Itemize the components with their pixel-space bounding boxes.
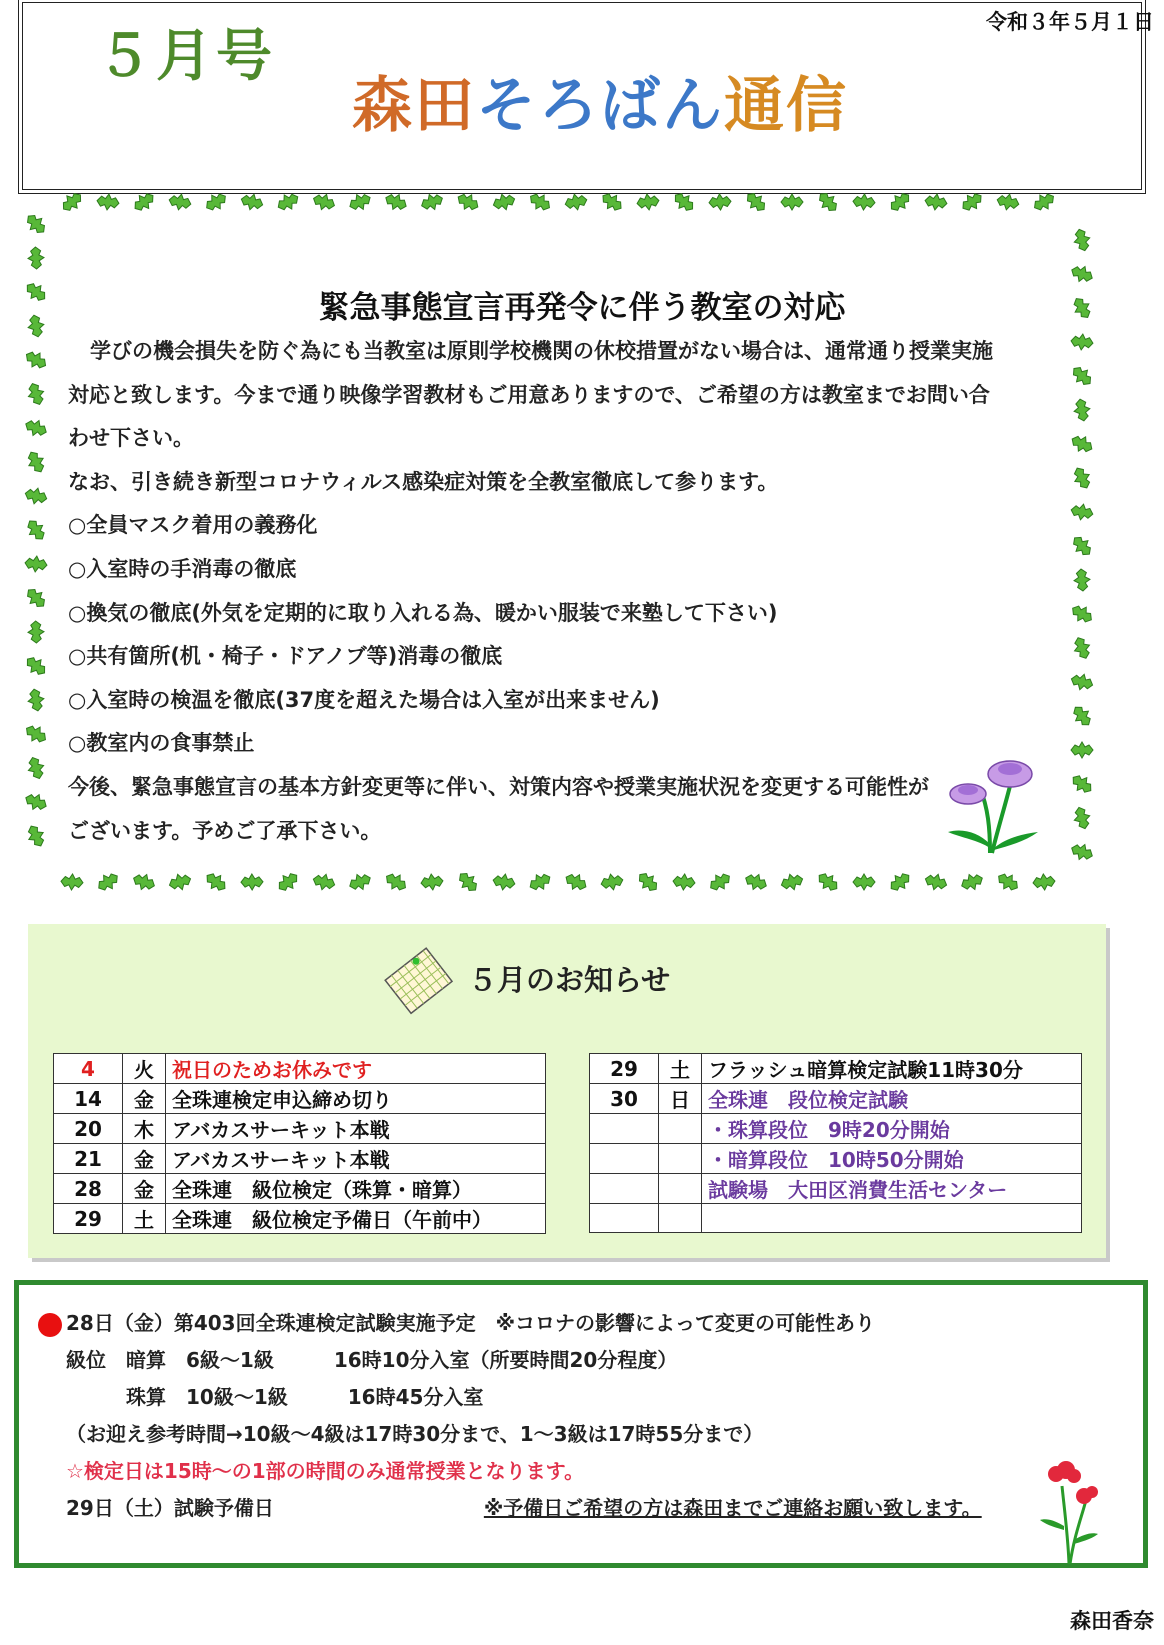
day-cell: 4 <box>54 1054 123 1084</box>
title-part-soroban: そろばん <box>476 71 724 141</box>
table-row <box>590 1054 1082 1084</box>
table-row <box>590 1114 1082 1144</box>
event-cell: アバカスサーキット本戦 <box>166 1144 546 1174</box>
title-part-tsushin: 通信 <box>724 71 848 141</box>
news-title: ５月のお知らせ <box>468 963 671 997</box>
issue-label: ５月号 <box>96 24 276 89</box>
day-cell <box>590 1114 659 1144</box>
notice-heading: 緊急事態宣言再発令に伴う教室の対応 <box>318 290 846 326</box>
notice-line: ございます。予めご了承下さい。 <box>68 818 382 843</box>
weekday-cell: 土 <box>123 1204 166 1234</box>
notice-line: ○全員マスク着用の義務化 <box>68 513 318 538</box>
table-row <box>54 1144 546 1174</box>
author-name: 森田香奈 <box>1070 1609 1154 1633</box>
day-cell: 29 <box>590 1054 659 1084</box>
day-cell: 28 <box>54 1174 123 1204</box>
notice-line: ○共有箇所(机・椅子・ドアノブ等)消毒の徹底 <box>68 644 503 669</box>
notice-line: 対応と致します。今まで通り映像学習教材もご用意ありますので、ご希望の方は教室までお問い合 <box>68 382 990 407</box>
day-cell: 30 <box>590 1084 659 1114</box>
title-part-morita: 森田 <box>352 71 476 141</box>
day-cell: 21 <box>54 1144 123 1174</box>
event-cell: ・暗算段位 10時50分開始 <box>702 1144 1082 1174</box>
table-row <box>54 1174 546 1204</box>
exam-line: 28日（金）第403回全珠連検定試験実施予定 ※コロナの影響によって変更の可能性あり <box>66 1311 876 1335</box>
weekday-cell: 火 <box>123 1054 166 1084</box>
weekday-cell: 金 <box>123 1174 166 1204</box>
exam-line-last <box>66 1490 1126 1527</box>
table-row <box>54 1114 546 1144</box>
event-cell: 全珠連 級位検定（珠算・暗算） <box>166 1174 546 1204</box>
day-cell <box>590 1144 659 1174</box>
weekday-cell: 金 <box>123 1084 166 1114</box>
weekday-cell: 日 <box>659 1084 702 1114</box>
weekday-cell: 金 <box>123 1144 166 1174</box>
day-cell: 29 <box>54 1204 123 1234</box>
reserve-day: 29日（土）試験予備日 <box>66 1496 274 1520</box>
table-row <box>54 1204 546 1234</box>
schedule-table-right <box>589 1053 1082 1233</box>
weekday-cell <box>659 1114 702 1144</box>
weekday-cell <box>659 1204 702 1233</box>
notice-line: 今後、緊急事態宣言の基本方針変更等に伴い、対策内容や授業実施状況を変更する可能性が <box>68 774 929 799</box>
event-cell: フラッシュ暗算検定試験11時30分 <box>702 1054 1082 1084</box>
event-cell: 祝日のためお休みです <box>166 1054 546 1084</box>
notice-line: ○教室内の食事禁止 <box>68 731 255 756</box>
purple-flower-icon <box>940 748 1050 858</box>
exam-line: 級位 暗算 6級～1級 16時10分入室（所要時間20分程度） <box>66 1348 678 1372</box>
table-row <box>590 1174 1082 1204</box>
calendar-icon <box>380 942 456 1018</box>
weekday-cell: 土 <box>659 1054 702 1084</box>
table-row <box>54 1084 546 1114</box>
exam-line: （お迎え参考時間→10級～4級は17時30分まで、1～3級は17時55分まで） <box>66 1422 764 1446</box>
event-cell: 全珠連 段位検定試験 <box>702 1084 1082 1114</box>
weekday-cell <box>659 1144 702 1174</box>
table-row <box>54 1054 546 1084</box>
exam-info-body <box>66 1305 1126 1527</box>
weekday-cell: 木 <box>123 1114 166 1144</box>
notice-line: わせ下さい。 <box>68 426 194 451</box>
event-cell: アバカスサーキット本戦 <box>166 1114 546 1144</box>
reserve-note: ※予備日ご希望の方は森田までご連絡お願い致します。 <box>483 1496 982 1520</box>
day-cell <box>590 1204 659 1233</box>
red-dot-icon <box>38 1313 62 1337</box>
table-row <box>590 1204 1082 1233</box>
newsletter-title <box>352 58 848 144</box>
table-row <box>590 1084 1082 1114</box>
event-cell <box>702 1204 1082 1233</box>
notice-line: 学びの機会損失を防ぐ為にも当教室は原則学校機関の休校措置がない場合は、通常通り授業実施 <box>90 339 993 363</box>
event-cell: ・珠算段位 9時20分開始 <box>702 1114 1082 1144</box>
event-cell: 全珠連 級位検定予備日（午前中） <box>166 1204 546 1234</box>
day-cell <box>590 1174 659 1204</box>
event-cell: 全珠連検定申込締め切り <box>166 1084 546 1114</box>
notice-line: ○入室時の検温を徹底(37度を超えた場合は入室が出来ません) <box>68 687 660 712</box>
event-cell: 試験場 大田区消費生活センター <box>702 1174 1082 1204</box>
day-cell: 20 <box>54 1114 123 1144</box>
exam-line: 珠算 10級～1級 16時45分入室 <box>66 1385 484 1409</box>
day-cell: 14 <box>54 1084 123 1114</box>
notice-line: ○換気の徹底(外気を定期的に取り入れる為、暖かい服装で来塾して下さい) <box>68 600 778 625</box>
carnation-icon <box>1034 1456 1104 1566</box>
table-row <box>590 1144 1082 1174</box>
schedule-table-left <box>53 1053 546 1234</box>
weekday-cell <box>659 1174 702 1204</box>
notice-line: なお、引き続き新型コロナウィルス感染症対策を全教室徹底して参ります。 <box>68 469 779 494</box>
exam-line-highlight: ☆検定日は15時～の1部の時間のみ通常授業となります。 <box>66 1459 585 1483</box>
issue-date: 令和３年５月１日 <box>986 10 1154 34</box>
notice-line: ○入室時の手消毒の徹底 <box>68 556 297 581</box>
